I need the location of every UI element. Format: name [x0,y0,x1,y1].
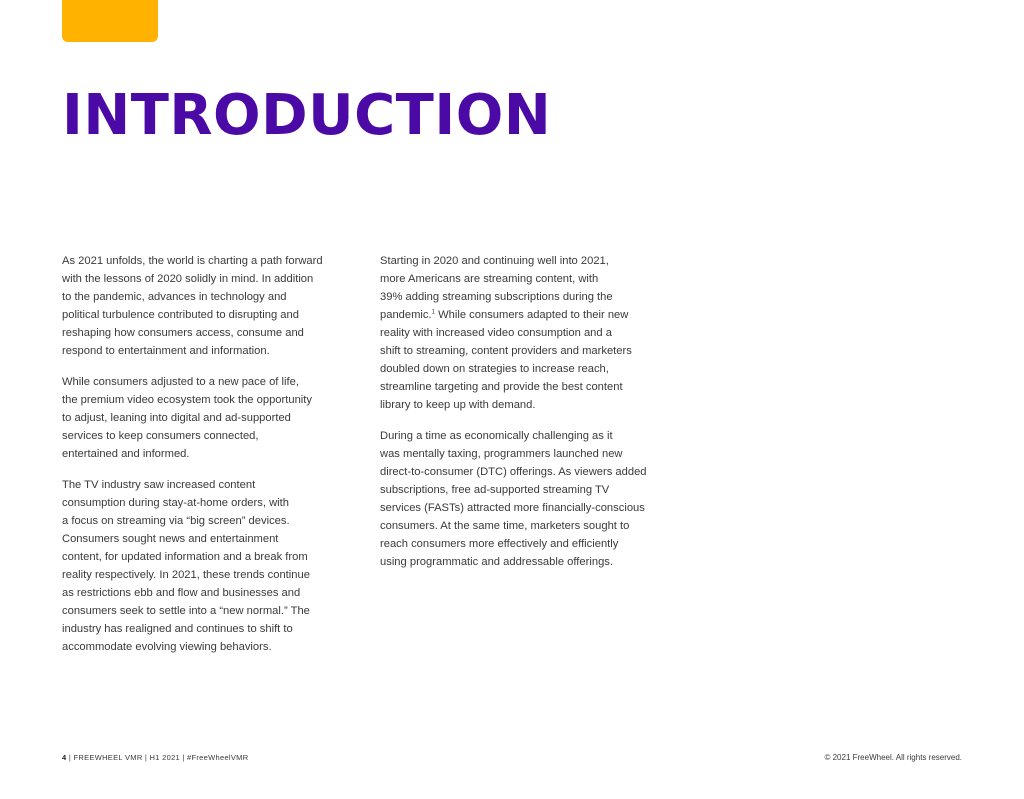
text-line: 39% adding streaming subscriptions during the [380,291,613,303]
text-line: doubled down on strategies to increase reach, [380,363,609,375]
text-line: During a time as economically challenging as it [380,430,613,442]
text-line: with the lessons of 2020 solidly in mind. In addition [62,273,314,285]
page-title: INTRODUCTION [62,83,552,148]
text-line: While consumers adjusted to a new pace of life, [62,376,299,388]
text-line: reality with increased video consumption and a [380,327,612,339]
text-line: respond to entertainment and information. [62,345,270,357]
text-line: services (FASTs) attracted more financially-conscious [380,502,645,514]
text-line: library to keep up with demand. [380,399,536,411]
text-line: accommodate evolving viewing behaviors. [62,641,272,653]
text-line: the premium video ecosystem took the opportunity [62,394,312,406]
text-line: Starting in 2020 and continuing well into 2021, [380,255,609,267]
text-line: was mentally taxing, programmers launched new [380,448,623,460]
text-line: more Americans are streaming content, with [380,273,599,285]
left-paragraph-3 [62,476,362,656]
left-column [62,252,362,669]
copyright: © 2021 FreeWheel. All rights reserved. [824,753,962,762]
page-number: 4 [62,753,67,762]
text-line: services to keep consumers connected, [62,430,259,442]
footnote-marker: 1 [431,309,435,316]
text-line: direct-to-consumer (DTC) offerings. As viewers added [380,466,647,478]
text-line: as restrictions ebb and flow and businesses and [62,587,301,599]
text-line: entertained and informed. [62,448,190,460]
text-line: consumers seek to settle into a “new normal.” The [62,605,310,617]
text-line: to the pandemic, advances in technology and [62,291,287,303]
text-line: As 2021 unfolds, the world is charting a path forward [62,255,323,267]
text-line: reshaping how consumers access, consume and [62,327,304,339]
text-line: using programmatic and addressable offerings. [380,556,613,568]
text-line: industry has realigned and continues to shift to [62,623,293,635]
text-line: to adjust, leaning into digital and ad-supported [62,412,291,424]
text-line: Consumers sought news and entertainment [62,533,279,545]
text-line: consumers. At the same time, marketers sought to [380,520,630,532]
left-paragraph-1 [62,252,362,360]
text-fragment: While consumers adapted to their new [434,309,629,321]
text-line: shift to streaming, content providers and marketers [380,345,632,357]
text-line: subscriptions, free ad-supported streaming TV [380,484,610,496]
text-line: streamline targeting and provide the best content [380,381,623,393]
right-paragraph-1 [380,252,678,414]
text-line: political turbulence contributed to disrupting and [62,309,299,321]
text-line: a focus on streaming via “big screen” devices. [62,515,290,527]
publication-label: | FREEWHEEL VMR | H1 2021 | #FreeWheelVMR [66,753,249,762]
text-line: content, for updated information and a break from [62,551,308,563]
text-line: consumption during stay-at-home orders, with [62,497,289,509]
text-line: reach consumers more effectively and efficiently [380,538,619,550]
right-paragraph-2 [380,427,678,571]
footer-publication-info [62,753,248,762]
right-column [380,252,678,584]
text-line: The TV industry saw increased content [62,479,256,491]
text-line: reality respectively. In 2021, these trends continue [62,569,310,581]
text-fragment: pandemic. [380,309,432,321]
left-paragraph-2 [62,373,362,463]
text-line [380,306,678,324]
section-tab [62,0,158,42]
